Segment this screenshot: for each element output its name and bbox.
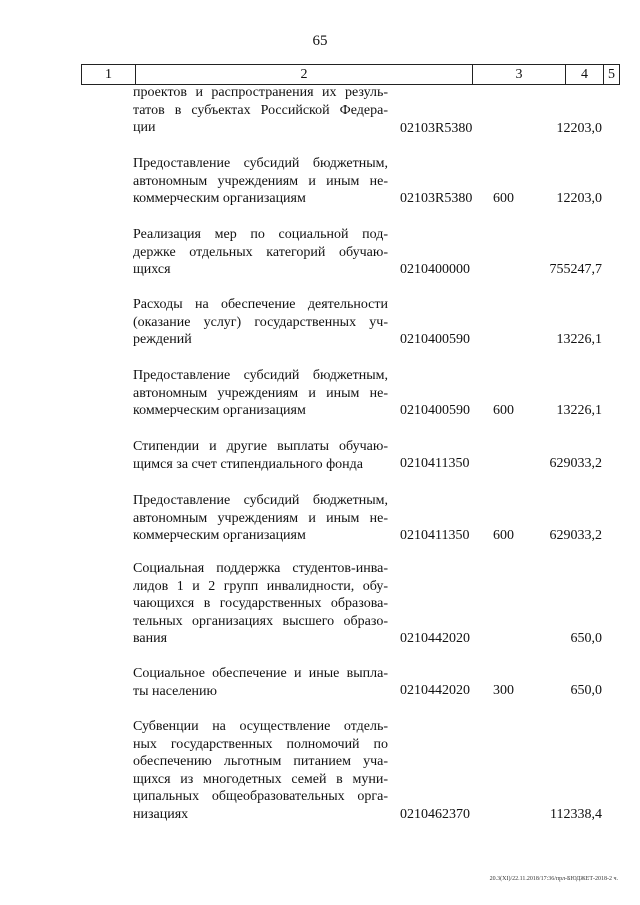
description-line: проектов и распространения их резуль- [133,85,388,100]
description-line: коммерческим организациям [133,403,306,419]
description-line: тельных организациях высшего образо- [133,613,388,629]
description-line: коммерческим организациям [133,191,306,207]
description-line: татов в субъектах Российской Федера- [133,102,388,118]
row-code: 02103R5380 [400,191,473,206]
description-line: Реализация мер по социальной под- [133,227,388,242]
page-number: 65 [312,33,328,49]
row-code: 02103R5380 [400,121,473,136]
description-line: ных государственных полномочий по [133,736,388,752]
description-line: ципальных общеобразовательных орга- [133,789,388,805]
description-line: Субвенции на осуществление отдель- [133,719,388,734]
row-amount: 13226,1 [556,332,602,347]
table-header [81,64,620,85]
row-description [133,492,388,545]
description-line: (оказание услуг) государственных уч- [133,314,388,330]
row-expense-type: 600 [493,191,514,206]
row-description [133,718,388,824]
description-line: Социальная поддержка студентов-инва- [133,561,388,576]
description-line: Предоставление субсидий бюджетным, [133,368,388,383]
row-description [133,367,388,420]
description-line: обеспечению льготным питанием уча- [133,754,388,770]
description-line: щихся [133,262,171,278]
row-code: 0210442020 [400,683,470,698]
row-code: 0210400000 [400,262,470,277]
description-line: лидов 1 и 2 групп инвалидности, обу- [133,578,388,594]
description-line: вания [133,631,168,647]
row-amount: 629033,2 [549,456,602,471]
row-expense-type: 600 [493,403,514,418]
row-description [133,665,388,700]
row-expense-type: 600 [493,528,514,543]
description-line: Стипендии и другие выплаты обучаю- [133,439,388,454]
row-code: 0210400590 [400,332,470,347]
description-line: автономным учреждениям и иным не- [133,173,388,189]
row-description [133,560,388,648]
row-description [133,296,388,349]
row-code: 0210462370 [400,807,470,822]
description-line: низациях [133,806,189,822]
row-amount: 112338,4 [550,807,602,822]
row-expense-type: 300 [493,683,514,698]
description-line: Предоставление субсидий бюджетным, [133,156,388,171]
row-code: 0210442020 [400,631,470,646]
column-header-2: 2 [136,65,473,84]
row-description [133,226,388,279]
row-code: 0210411350 [400,456,470,471]
description-line: ции [133,120,156,136]
row-description [133,155,388,208]
row-amount: 12203,0 [556,121,602,136]
column-header-1: 1 [82,65,136,84]
column-header-4: 4 [566,65,604,84]
row-amount: 755247,7 [549,262,602,277]
row-code: 0210411350 [400,528,470,543]
description-line: реждений [133,332,192,348]
description-line: Расходы на обеспечение деятельности [133,297,388,312]
row-amount: 629033,2 [549,528,602,543]
description-line: щихся из многодетных семей в муни- [133,771,388,787]
description-line: Социальное обеспечение и иные выпла- [133,666,388,681]
description-line: Предоставление субсидий бюджетным, [133,493,388,508]
row-code: 0210400590 [400,403,470,418]
description-line: ты населению [133,683,217,699]
description-line: автономным учреждениям и иным не- [133,385,388,401]
description-line: коммерческим организациям [133,528,306,544]
row-amount: 12203,0 [556,191,602,206]
column-header-5: 5 [608,67,615,82]
row-amount: 650,0 [570,683,602,698]
description-line: щимся за счет стипендиального фонда [133,456,363,472]
description-line: чающихся в государственных образова- [133,596,388,612]
row-amount: 650,0 [570,631,602,646]
row-description [133,84,388,137]
description-line: держке отдельных категорий обучаю- [133,244,388,260]
row-description [133,438,388,473]
description-line: автономным учреждениям и иным не- [133,510,388,526]
column-header-3: 3 [473,65,566,84]
document-footer: 20.3(XI)/22.11.2018/17:36/прл-БЮДЖЕТ-2018-2 ч. [489,876,618,882]
row-amount: 13226,1 [556,403,602,418]
